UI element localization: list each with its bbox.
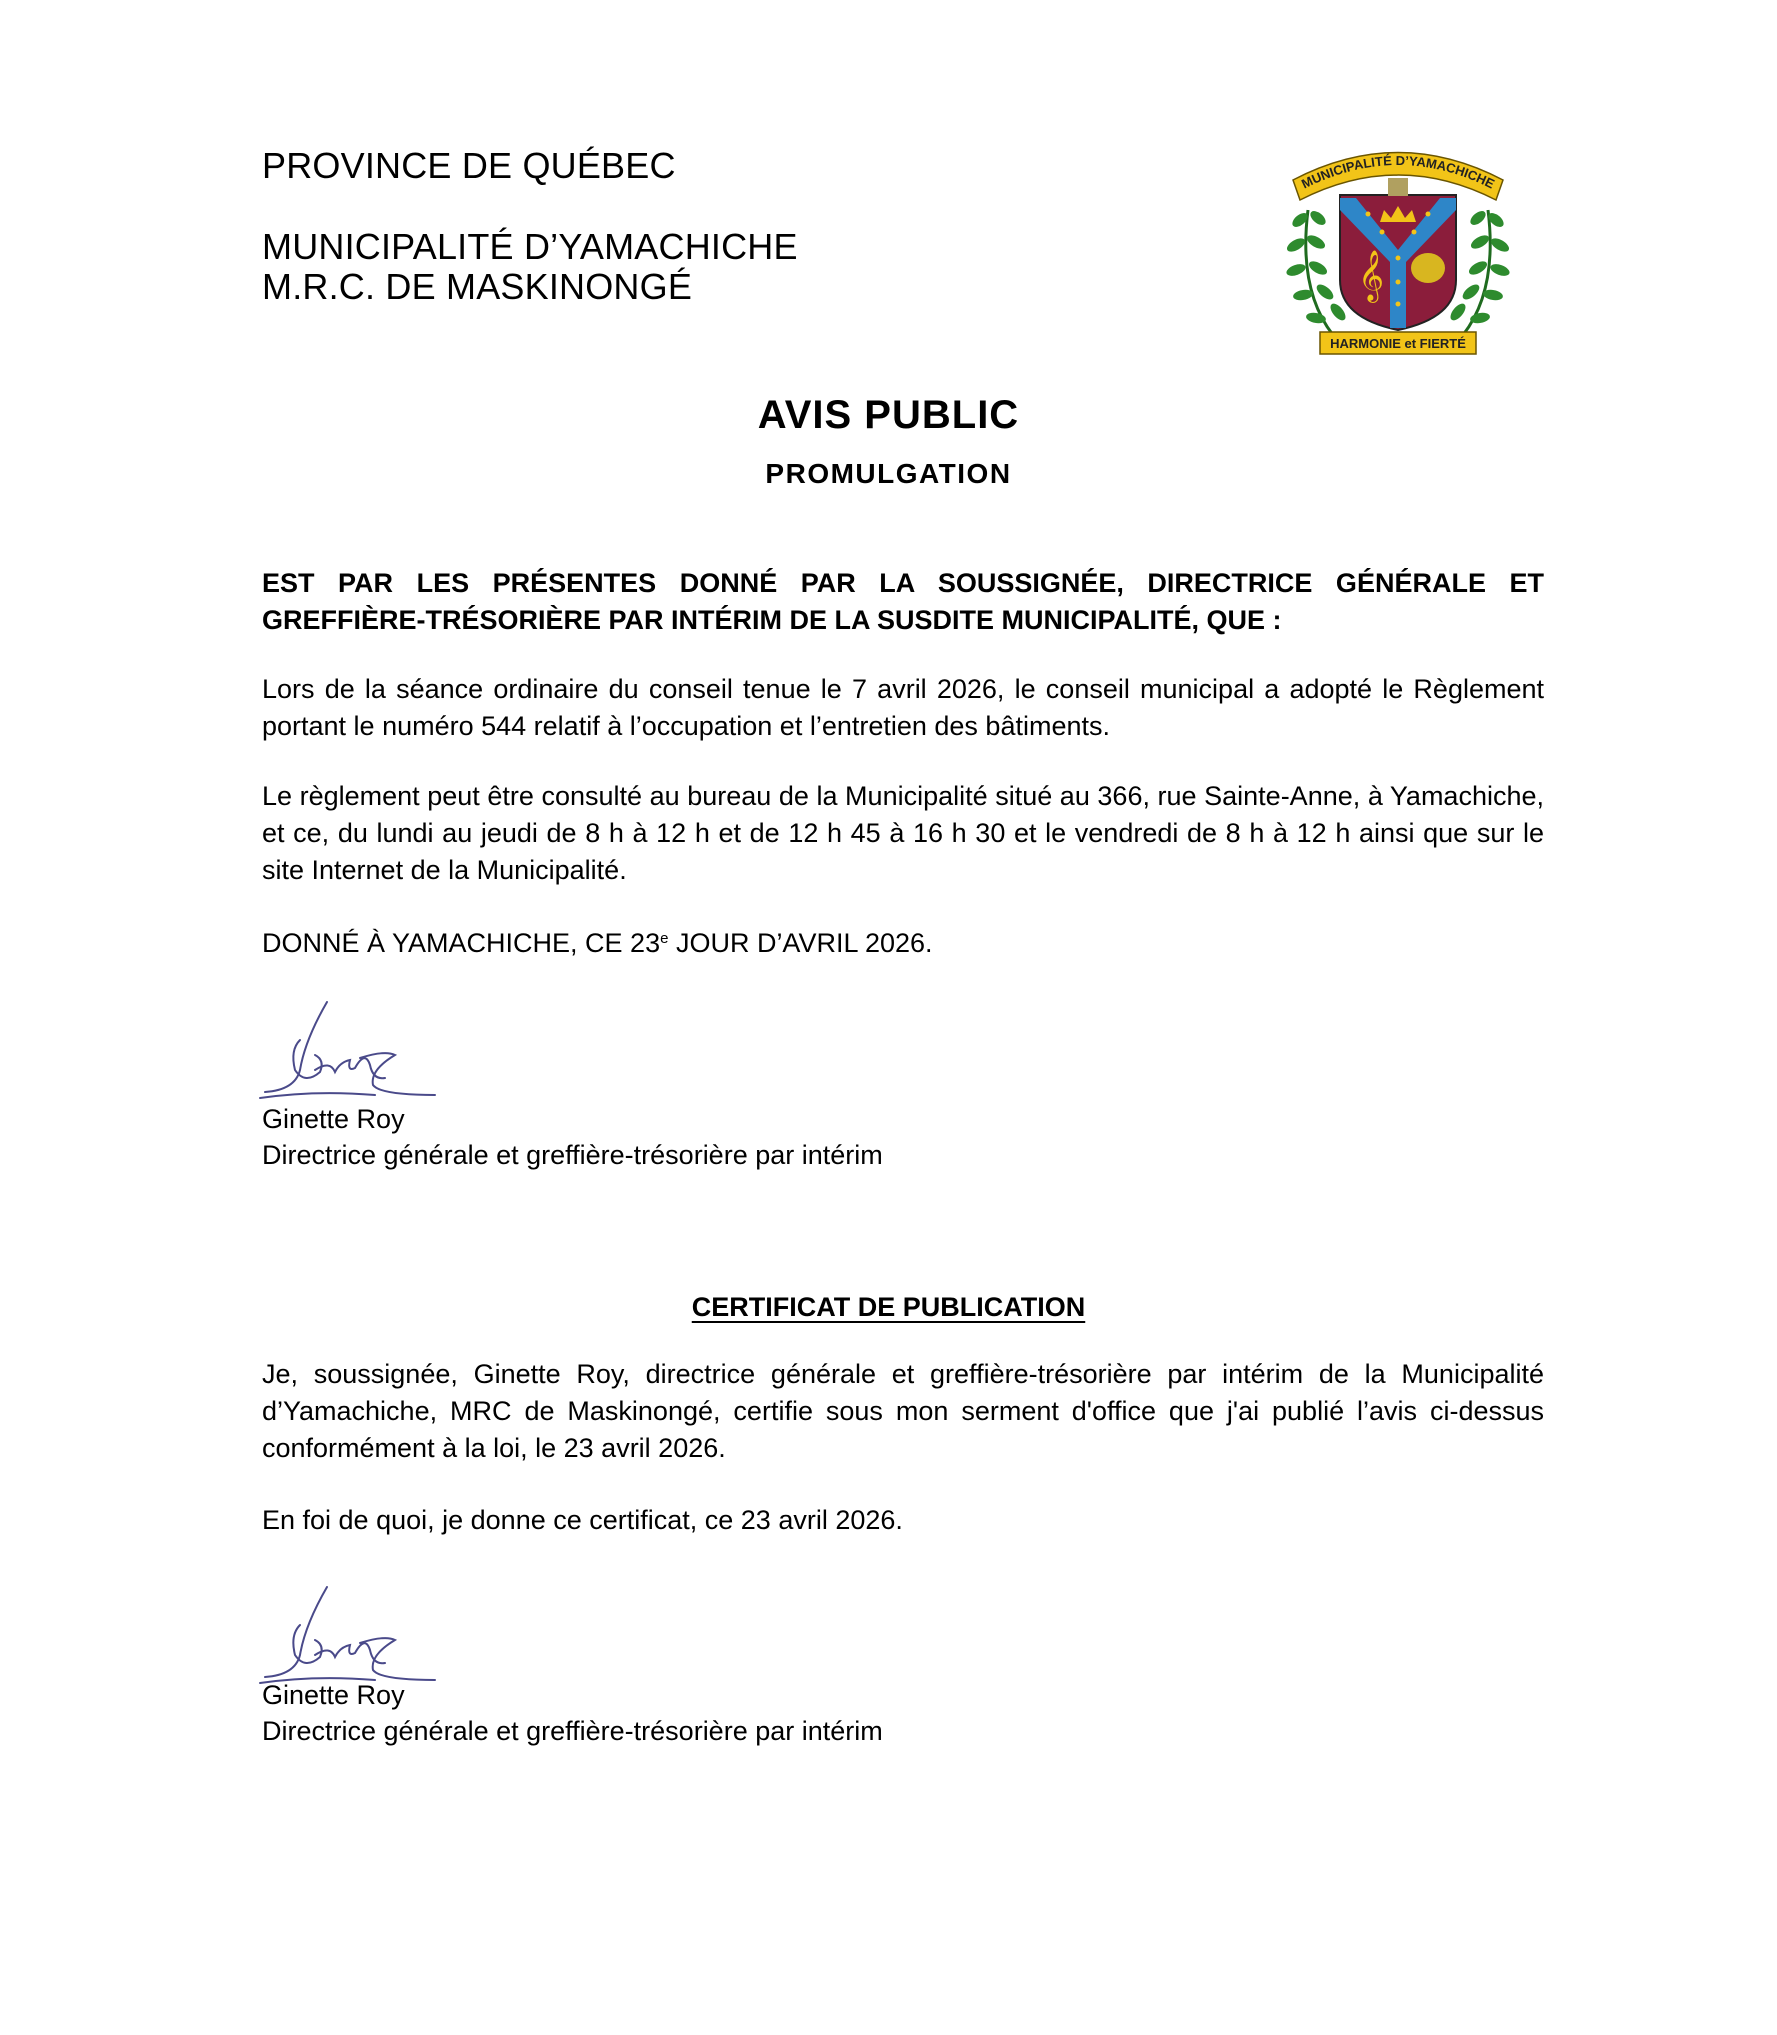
notice-intro: EST PAR LES PRÉSENTES DONNÉ PAR LA SOUSSIGNÉE, DIRECTRICE GÉNÉRALE ET GREFFIÈRE-TRÉSORIÈRE PAR INTÉRIM DE LA SUSDITE MUNICIPALITÉ, QUE : [262, 568, 1544, 635]
signer-name: Ginette Roy [262, 1680, 405, 1710]
notice-paragraph-consultation: Le règlement peut être consulté au bureau de la Municipalité situé au 366, rue Sainte-Anne, à Yamachiche, et ce, du lundi au jeudi de 8 h à 12 h et de 12 h 45 à 16 h 30 et le vendredi de 8 h à 12 h ainsi que sur le site Internet de la Municipalité. [262, 781, 1544, 885]
given-date-line [262, 920, 1544, 962]
signer-title: Directrice générale et greffière-trésorière par intérim [262, 1716, 883, 1746]
notice-subtitle: PROMULGATION [765, 458, 1012, 489]
handwritten-signature-1 [255, 1000, 445, 1100]
given-ordinal: e [660, 930, 669, 947]
municipal-coat-of-arms-logo [1278, 140, 1518, 360]
notice-paragraph-adoption: Lors de la séance ordinaire du conseil tenue le 7 avril 2026, le conseil municipal a adopté le Règlement portant le numéro 544 relatif à l’occupation et l’entretien des bâtiments. [262, 674, 1544, 741]
logo-top-text: MUNICIPALITÉ D’YAMACHICHE [1299, 152, 1497, 192]
given-prefix: DONNÉ À YAMACHICHE, CE 23 [262, 928, 661, 958]
certificate-title: CERTIFICAT DE PUBLICATION [691, 1292, 1086, 1322]
handwritten-signature-2 [255, 1585, 445, 1685]
given-suffix: JOUR D’AVRIL 2026. [668, 928, 933, 958]
notice-title: AVIS PUBLIC [757, 393, 1020, 437]
signer-title: Directrice générale et greffière-trésorière par intérim [262, 1140, 883, 1170]
treble-clef-icon: 𝄞 [1358, 250, 1385, 301]
province-heading: PROVINCE DE QUÉBEC [262, 145, 676, 186]
shield-icon [1340, 178, 1456, 330]
logo-motto: HARMONIE et FIERTÉ [1330, 336, 1466, 351]
wheat-sheaf-icon [1411, 253, 1445, 283]
laurel-right-icon [1448, 208, 1511, 335]
laurel-left-icon [1285, 208, 1348, 335]
certificate-paragraph: Je, soussignée, Ginette Roy, directrice générale et greffière-trésorière par intérim de la Municipalité d’Yamachiche, MRC de Maskinongé, certifie sous mon serment d'office que j'ai publié l’avis ci-dessus conformément à la loi, le 23 avril 2026. [262, 1359, 1544, 1463]
municipality-heading: MUNICIPALITÉ D’YAMACHICHE [262, 226, 798, 267]
certificate-closing: En foi de quoi, je donne ce certificat, ce 23 avril 2026. [262, 1505, 903, 1535]
bottom-banner [1320, 332, 1476, 354]
signer-name: Ginette Roy [262, 1104, 405, 1134]
mrc-heading: M.R.C. DE MASKINONGÉ [262, 266, 693, 307]
